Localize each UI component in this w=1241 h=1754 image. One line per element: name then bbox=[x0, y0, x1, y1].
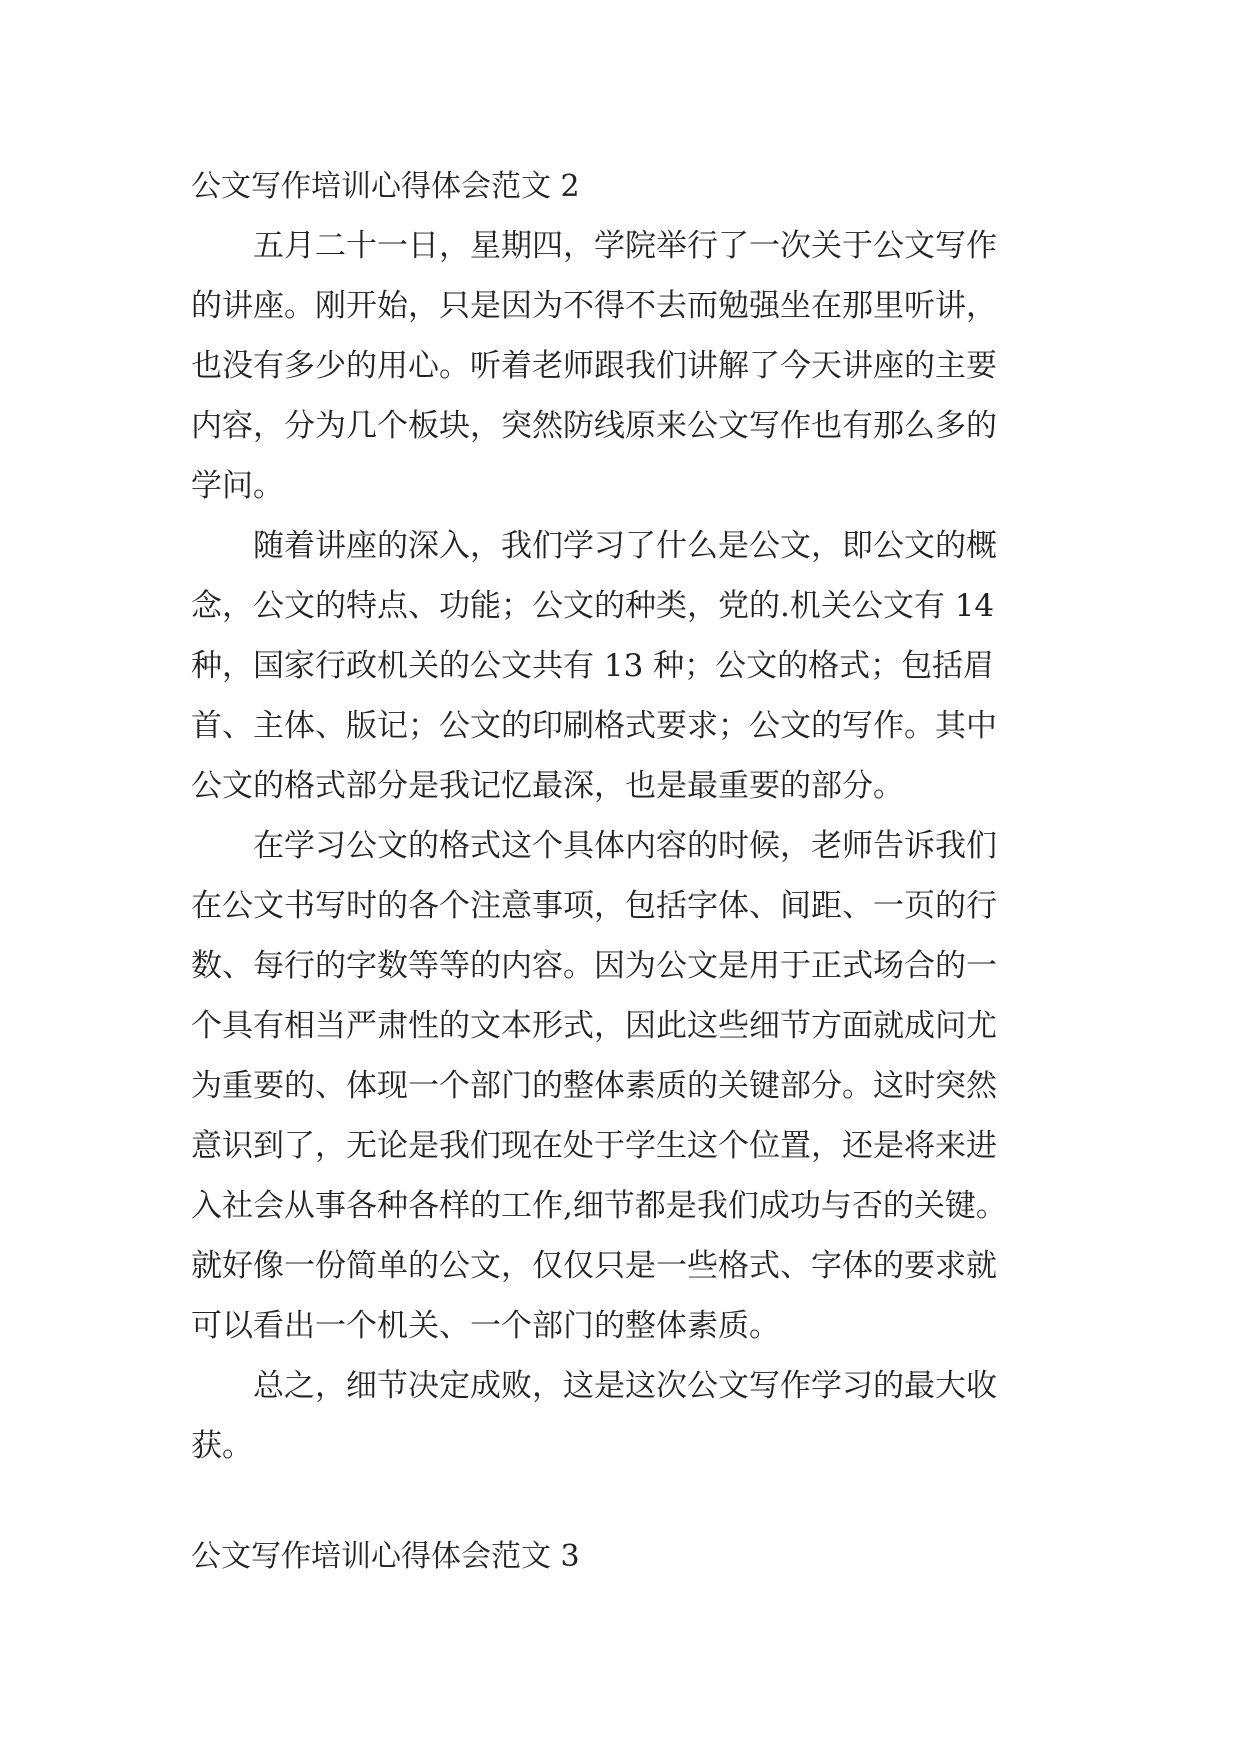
paragraph-1-line-1: 五月二十一日，星期四，学院举行了一次关于公文写作 bbox=[253, 228, 997, 264]
paragraph-2-line-2: 念，公文的特点、功能；公文的种类，党的.机关公文有 14 bbox=[191, 588, 995, 624]
paragraph-3-line-1: 在学习公文的格式这个具体内容的时候，老师告诉我们 bbox=[253, 828, 997, 864]
paragraph-3-line-3: 数、每行的字数等等的内容。因为公文是用于正式场合的一 bbox=[191, 948, 997, 984]
paragraph-1-line-3: 也没有多少的用心。听着老师跟我们讲解了今天讲座的主要 bbox=[191, 348, 997, 384]
paragraph-1-line-4: 内容，分为几个板块，突然防线原来公文写作也有那么多的 bbox=[191, 408, 997, 444]
section-title-2: 公文写作培训心得体会范文 2 bbox=[191, 169, 580, 204]
paragraph-2-line-4: 首、主体、版记；公文的印刷格式要求；公文的写作。其中 bbox=[191, 708, 997, 744]
paragraph-3-line-5: 为重要的、体现一个部门的整体素质的关键部分。这时突然 bbox=[191, 1068, 997, 1104]
paragraph-2-line-3: 种，国家行政机关的公文共有 13 种；公文的格式；包括眉 bbox=[191, 648, 995, 684]
paragraph-1-line-2: 的讲座。刚开始，只是因为不得不去而勉强坐在那里听讲， bbox=[191, 288, 997, 324]
paragraph-4-line-2: 获。 bbox=[191, 1428, 253, 1464]
paragraph-3-line-2: 在公文书写时的各个注意事项，包括字体、间距、一页的行 bbox=[191, 888, 997, 924]
paragraph-3-line-6: 意识到了，无论是我们现在处于学生这个位置，还是将来进 bbox=[191, 1128, 997, 1164]
paragraph-4-line-1: 总之，细节决定成败，这是这次公文写作学习的最大收 bbox=[253, 1368, 997, 1404]
paragraph-2-line-1: 随着讲座的深入，我们学习了什么是公文，即公文的概 bbox=[253, 528, 997, 564]
section-title-3: 公文写作培训心得体会范文 3 bbox=[191, 1539, 580, 1574]
paragraph-3-line-9: 可以看出一个机关、一个部门的整体素质。 bbox=[191, 1308, 780, 1344]
paragraph-2-line-5: 公文的格式部分是我记忆最深，也是最重要的部分。 bbox=[191, 768, 904, 804]
paragraph-3-line-8: 就好像一份简单的公文，仅仅只是一些格式、字体的要求就 bbox=[191, 1248, 997, 1284]
paragraph-3-line-7: 入社会从事各种各样的工作,细节都是我们成功与否的关键。 bbox=[191, 1188, 1007, 1224]
paragraph-3-line-4: 个具有相当严肃性的文本形式，因此这些细节方面就成问尤 bbox=[191, 1008, 997, 1044]
paragraph-1-line-5: 学问。 bbox=[191, 468, 284, 504]
